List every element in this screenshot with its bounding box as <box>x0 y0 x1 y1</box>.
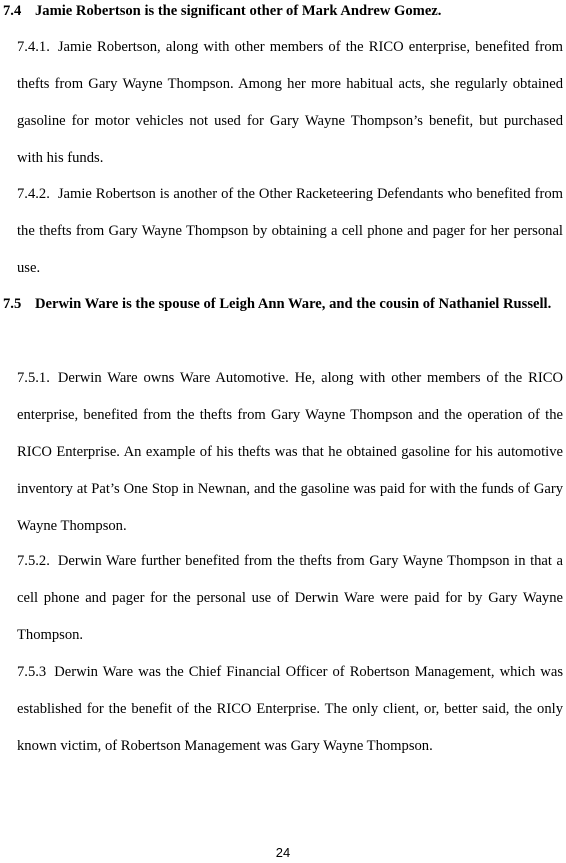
section-heading-7-5 <box>3 286 563 323</box>
paragraph-text: Derwin Ware further benefited from the thefts from Gary Wayne Thompson in that a cell phone and pager for the personal use of Derwin Ware were paid for by Gary Wayne Thompson. <box>17 553 563 643</box>
paragraph-number: 7.5.3 <box>17 664 47 680</box>
paragraph-7-5-1 <box>17 360 563 545</box>
section-number: 7.4 <box>3 3 22 19</box>
paragraph-text: Jamie Robertson, along with other members of the RICO enterprise, benefited from thefts from Gary Wayne Thompson. Among her more habitual acts, she regularly obtained gasoline for motor vehicles not used for Gary Wayne Thompson’s benefit, but purchased with his funds. <box>17 39 563 166</box>
page-number: 24 <box>275 845 291 860</box>
paragraph-7-5-2 <box>17 543 563 654</box>
paragraph-7-5-3 <box>17 654 563 765</box>
paragraph-number: 7.5.2. <box>17 553 50 569</box>
section-number: 7.5 <box>3 296 22 312</box>
paragraph-text: Jamie Robertson is another of the Other Racketeering Defendants who benefited from the thefts from Gary Wayne Thompson by obtaining a cell phone and pager for her personal use. <box>17 186 563 276</box>
section-heading-text: Derwin Ware is the spouse of Leigh Ann Ware, and the cousin of Nathaniel Russell. <box>35 296 552 312</box>
paragraph-number: 7.4.2. <box>17 186 50 202</box>
section-heading-text: Jamie Robertson is the significant other of Mark Andrew Gomez. <box>35 3 442 19</box>
section-heading-7-4 <box>3 0 563 30</box>
paragraph-text: Derwin Ware was the Chief Financial Officer of Robertson Management, which was established for the benefit of the RICO Enterprise. The only client, or, better said, the only known victim, of Robertson Management was Gary Wayne Thompson. <box>17 664 563 754</box>
paragraph-7-4-2 <box>17 176 563 287</box>
paragraph-number: 7.5.1. <box>17 370 50 386</box>
paragraph-number: 7.4.1. <box>17 39 50 55</box>
paragraph-7-4-1 <box>17 29 563 177</box>
paragraph-text: Derwin Ware owns Ware Automotive. He, along with other members of the RICO enterprise, benefited from the thefts from Gary Wayne Thompson and the operation of the RICO Enterprise. An example of his thefts was that he obtained gasoline for his automotive inventory at Pat’s One Stop in Newnan, and the gasoline was paid for with the funds of Gary Wayne Thompson. <box>17 370 563 534</box>
